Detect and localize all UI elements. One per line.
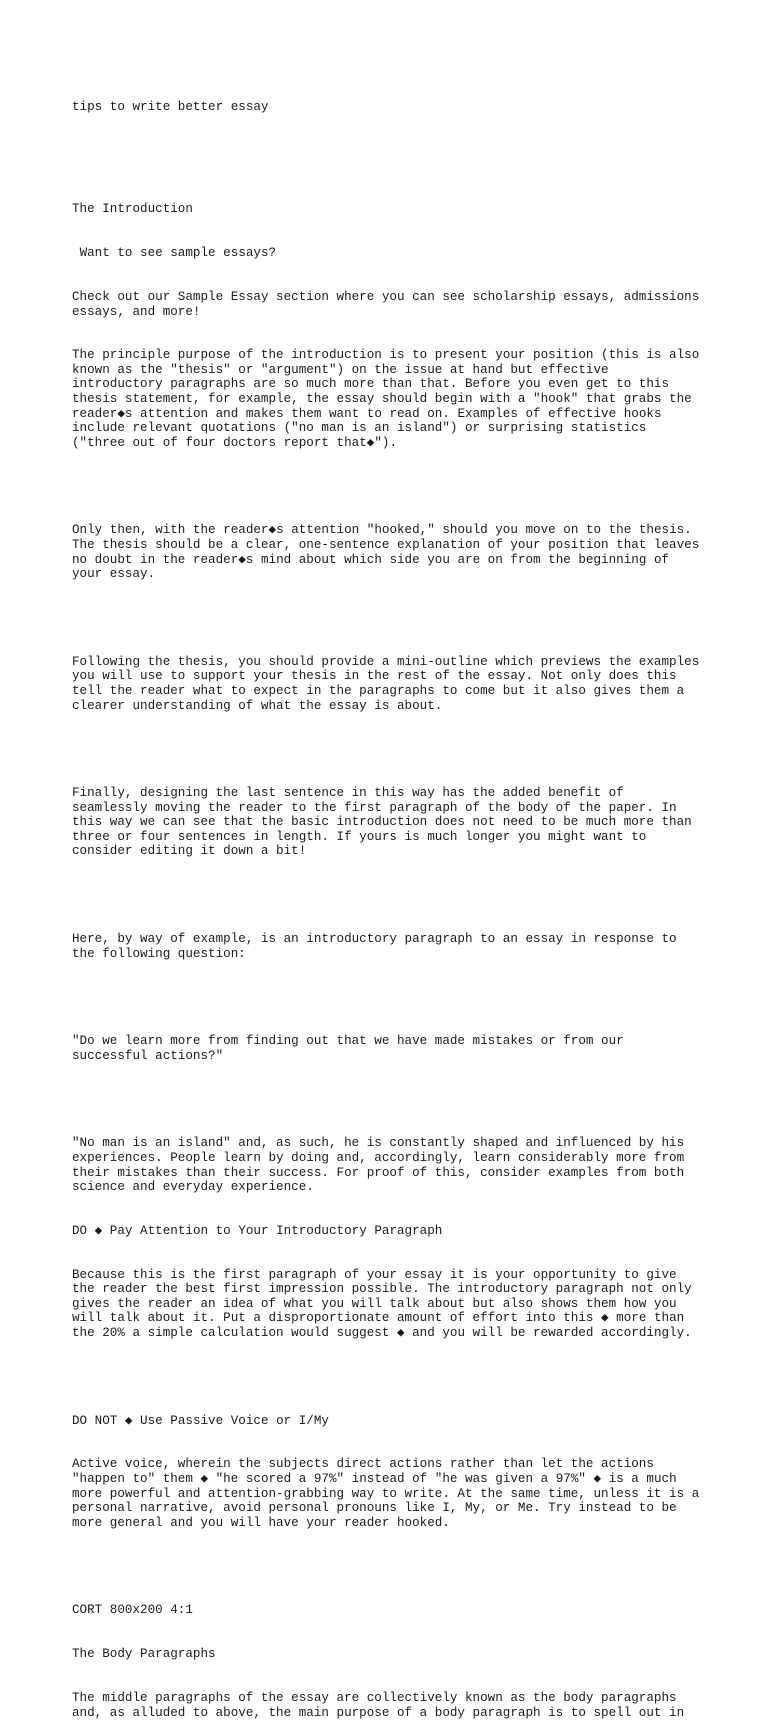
paragraph-purpose: The principle purpose of the introduction is to present your position (this is also known as the "thesis" or "argument") on the issue at hand but effective introductory paragraphs are so much more than that. Before you even get to this thesis statement, for example, the essay should begin with a "hook" that grabs the reader◆s attention and makes them want to read on. Examples of effective hooks include relevant quotations ("no man is an island") or surprising statistics ("three out of four doctors report that◆").	[72, 348, 700, 450]
do-text: Because this is the first paragraph of your essay it is your opportunity to give the reader the best first impression possible. The introductory paragraph not only gives the reader an idea of what you will talk about but also shows them how you will talk about it. Put a disproportionate amount of effort into this ◆ more than the 20% a simple calculation would suggest ◆ and you will be rewarded accordingly.	[72, 1267, 692, 1341]
example-question: "Do we learn more from finding out that we have made mistakes or from our successful actions?"	[72, 1034, 624, 1063]
paragraph-mini-outline: Following the thesis, you should provide a mini-outline which previews the examples you will use to support your thesis in the rest of the essay. Not only does this tell the reader what to expect in the paragraphs to come but it also gives them a clearer understanding of what the essay is about.	[72, 654, 700, 713]
do-not-heading: DO NOT ◆ Use Passive Voice or I/My	[72, 1413, 329, 1428]
section-heading-introduction: The Introduction	[72, 202, 193, 217]
do-heading: DO ◆ Pay Attention to Your Introductory Paragraph	[72, 1223, 443, 1238]
document-title: tips to write better essay	[72, 100, 269, 115]
paragraph-example-intro: Here, by way of example, is an introductory paragraph to an essay in response to the following question:	[72, 932, 677, 961]
sample-essays-prompt: Want to see sample essays?	[72, 246, 277, 261]
body-paragraphs-text: The middle paragraphs of the essay are collectively known as the body paragraphs and, as alluded to above, the main purpose of a body paragraph is to spell out in	[72, 1690, 685, 1720]
example-paragraph: "No man is an island" and, as such, he is constantly shaped and influenced by his experiences. People learn by doing and, accordingly, learn considerably more from their mistakes than their success. For proof of this, consider examples from both science and everyday experience.	[72, 1136, 685, 1195]
do-not-text: Active voice, wherein the subjects direct actions rather than let the actions "happen to" them ◆ "he scored a 97%" instead of "he was given a 97%" ◆ is a much more powerful and attention-grabbing way to write. At the same time, unless it is a personal narrative, avoid personal pronouns like I, My, or Me. Try instead to be more general and you will have your reader hooked.	[72, 1457, 700, 1530]
document-page	[72, 71, 712, 1735]
paragraph-thesis: Only then, with the reader◆s attention "hooked," should you move on to the thesis. The thesis should be a clear, one-sentence explanation of your position that leaves no doubt in the reader◆s mind about which side you are on from the beginning of your essay.	[72, 523, 700, 582]
sample-essays-text: Check out our Sample Essay section where you can see scholarship essays, admissions essays, and more!	[72, 289, 700, 319]
section-heading-body-paragraphs: The Body Paragraphs	[72, 1647, 216, 1662]
cort-label: CORT 800x200 4:1	[72, 1603, 193, 1618]
paragraph-last-sentence: Finally, designing the last sentence in this way has the added benefit of seamlessly moving the reader to the first paragraph of the body of the paper. In this way we can see that the basic introduction does not need to be much more than three or four sentences in length. If yours is much longer you might want to consider editing it down a bit!	[72, 786, 692, 859]
